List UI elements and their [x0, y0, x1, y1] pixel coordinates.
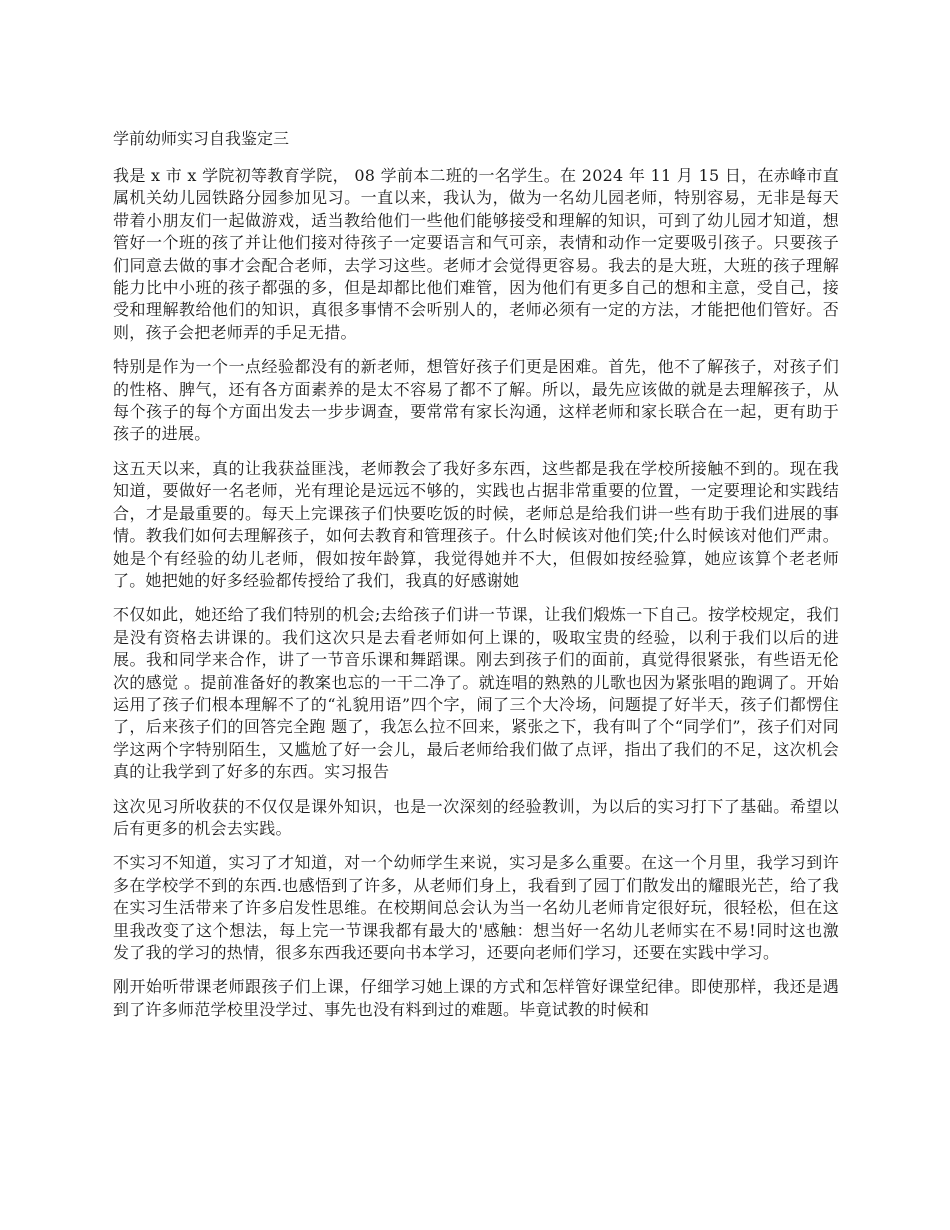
document-page [113, 128, 839, 1033]
paragraph-5: 这次见习所收获的不仅仅是课外知识，也是一次深刻的经验教训，为以后的实习打下了基础。希望以后有更多的机会去实践。 [113, 796, 839, 838]
paragraph-1: 我是 x 市 x 学院初等教育学院， 08 学前本二班的一名学生。在 2024 年 11 月 15 日，在赤峰市直属机关幼儿园铁路分园参加见习。一直以来，我认为，做为一名幼儿园老师，特别容易，无非是每天带着小朋友们一起做游戏，适当教给他们一些他们能够接受和理解的知识，可到了幼儿园才知道，想管好一个班的孩了并让他们接对待孩子一定要语言和气可亲，表情和动作一定要吸引孩子。只要孩子们同意去做的事才会配合老师，去学习这些。老师才会觉得更容易。我去的是大班，大班的孩子理解能力比中小班的孩子都强的多，但是却都比他们难管，因为他们有更多自己的想和主意，受自己，接受和理解教给他们的知识，真很多事情不会听别人的，老师必须有一定的方法，才能把他们管好。否则，孩子会把老师弄的手足无措。 [113, 166, 839, 342]
paragraph-2: 特别是作为一个一点经验都没有的新老师，想管好孩子们更是困难。首先，他不了解孩子，对孩子们的性格、脾气，还有各方面素养的是太不容易了都不了解。所以，最先应该做的就是去理解孩子，从每个孩子的每个方面出发去一步步调查，要常常有家长沟通，这样老师和家长联合在一起，更有助于孩子的进展。 [113, 357, 839, 444]
paragraph-4: 不仅如此，她还给了我们特别的机会;去给孩子们讲一节课，让我们煅炼一下自己。按学校规定，我们是没有资格去讲课的。我们这次只是去看老师如何上课的，吸取宝贵的经验，以利于我们以后的进展。我和同学来合作，讲了一节音乐课和舞蹈课。刚去到孩子们的面前，真觉得很紧张，有些语无伦次的感觉 。提前准备好的教案也忘的一干二净了。就连唱的熟熟的儿歌也因为紧张唱的跑调了。开始运用了孩子们根本理解不了的“礼貌用语”四个字，闹了三个大冷场，问题提了好半天，孩子们都愣住了，后来孩子们的回答完全跑 题了，我怎么拉不回来，紧张之下，我有叫了个“同学们”，孩子们对同学这两个字特别陌生，又尴尬了好一会儿，最后老师给我们做了点评，指出了我们的不足，这次机会真的让我学到了好多的东西。实习报告 [113, 605, 839, 782]
paragraph-6: 不实习不知道，实习了才知道，对一个幼师学生来说，实习是多么重要。在这一个月里，我学习到许多在学校学不到的东西.也感悟到了许多，从老师们身上，我看到了园丁们散发出的耀眼光芒，给了我在实习生活带来了许多启发性思维。在校期间总会认为当一名幼儿老师肯定很好玩，很轻松，但在这里我改变了这个想法，每上完一节课我都有最大的'感触：想当好一名幼儿老师实在不易!同时这也激发了我的学习的热情，很多东西我还要向书本学习，还要向老师们学习，还要在实践中学习。 [113, 853, 839, 962]
paragraph-3: 这五天以来，真的让我获益匪浅，老师教会了我好多东西，这些都是我在学校所接触不到的。现在我知道，要做好一名老师，光有理论是远远不够的，实践也占据非常重要的位置，一定要理论和实践结合，才是最重要的。每天上完课孩子们快要吃饭的时候，老师总是给我们讲一些有助于我们进展的事情。教我们如何去理解孩子，如何去教育和管理孩子。什么时候该对他们笑;什么时候该对他们严肃。她是个有经验的幼儿老师，假如按年龄算，我觉得她并不大，但假如按经验算，她应该算个老老师了。她把她的好多经验都传授给了我们，我真的好感谢她 [113, 458, 839, 590]
document-title: 学前幼师实习自我鉴定三 [113, 129, 290, 148]
paragraph-7: 刚开始听带课老师跟孩子们上课，仔细学习她上课的方式和怎样管好课堂纪律。即使那样，我还是遇到了许多师范学校里没学过、事先也没有料到过的难题。毕竟试教的时候和 [113, 977, 839, 1019]
